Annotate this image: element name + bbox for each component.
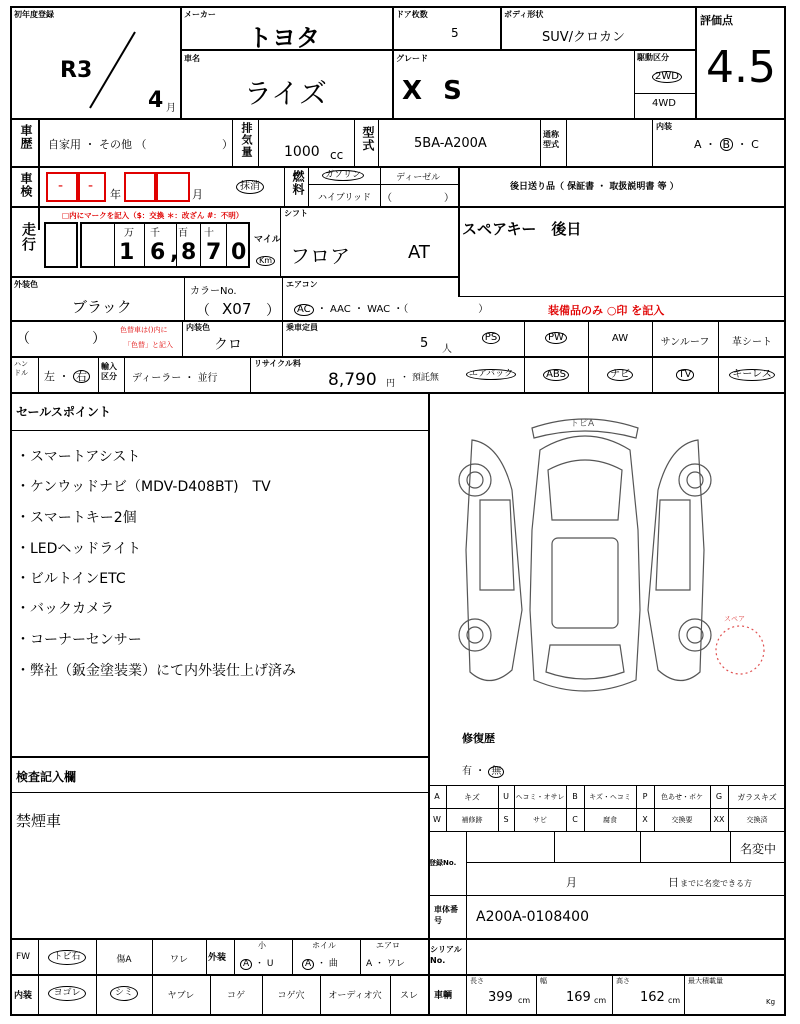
mileage-man-unit: 万 <box>124 228 134 239</box>
height-unit: cm <box>668 996 681 1005</box>
equip-tv: TV <box>652 369 718 381</box>
fuel-paren-open: （ <box>382 193 392 204</box>
doors-value: 5 <box>451 26 459 40</box>
int-tear: ヤブレ <box>167 991 195 1001</box>
inspection-label: 車検 <box>19 172 33 198</box>
chassis-value: A200A-0108400 <box>476 909 589 925</box>
color-change-close: ） <box>92 331 106 347</box>
common-type-label: 通称型式 <box>543 130 559 149</box>
color-no-close: ） <box>266 303 280 319</box>
legend-desc: ヘコミ・オサレ <box>515 793 565 801</box>
mileage-digit-4: 7 <box>206 240 222 265</box>
type-label: 型式 <box>361 126 375 152</box>
fuel-gasoline: ガソリン <box>322 170 364 181</box>
load-label: 最大積載量 <box>688 977 723 985</box>
length-label: 長さ <box>470 977 484 985</box>
dims-label: 車輌 <box>434 991 453 1001</box>
equip-abs: ABS <box>524 369 588 381</box>
mileage-label: 走行 <box>20 222 36 252</box>
inspection-notes-text: 禁煙車 <box>16 812 62 830</box>
int-row-label: 内装 <box>14 991 33 1001</box>
capacity-value: 5 <box>420 336 429 351</box>
displacement-label: 排気量 <box>240 122 253 158</box>
sales-point: ・スマートアシスト <box>16 449 141 465</box>
first-reg-month: 4 <box>148 88 164 113</box>
color-no-label: カラーNo. <box>190 286 237 297</box>
handle-value: 左 ・ 右 <box>44 368 90 384</box>
legend-code: U <box>503 792 509 801</box>
color-change-note-2: 「色替」と記入 <box>124 341 173 349</box>
legend-desc: 補修跡 <box>461 816 483 824</box>
doors-label: ドア枚数 <box>396 10 428 19</box>
legend-code: C <box>572 815 578 824</box>
insp-year-unit: 年 <box>110 188 121 201</box>
exterior-label: 外装色 <box>14 280 38 289</box>
int-audio-hole: オーディオ穴 <box>328 991 382 1001</box>
aircon-value: AC ・ AAC ・ WAC ・（ ） <box>294 300 488 316</box>
int-stain: シミ <box>96 986 152 1001</box>
history-close: ） <box>222 138 233 151</box>
legend-desc: キズ <box>464 793 480 802</box>
width-value: 169 <box>566 990 591 1005</box>
fw-chip: トビ石 <box>38 950 96 965</box>
model-value: ライズ <box>244 77 327 110</box>
int-burn-hole: コゲ穴 <box>277 991 305 1001</box>
expired-circle: 抹消 <box>236 180 264 194</box>
width-label: 幅 <box>540 977 547 985</box>
reg-deadline: までに名変できる方 <box>680 879 752 888</box>
body-label: ボディ形状 <box>504 10 544 19</box>
import-value: ディーラー ・ 並行 <box>132 373 218 384</box>
interior-grade: A ・ B ・ C <box>694 138 759 151</box>
legend-desc: 腐食 <box>603 816 617 824</box>
int-rub: スレ <box>399 991 418 1001</box>
sales-point: ・弊社（鈑金塗装業）にて内外装仕上げ済み <box>16 663 296 679</box>
maker-value: トヨタ <box>248 24 320 52</box>
fw-scratch: 傷A <box>116 955 132 965</box>
fuel-diesel: ディーゼル <box>396 173 441 183</box>
color-change-note-1: 色替車は()内に <box>120 326 168 334</box>
capacity-unit: 人 <box>442 344 452 355</box>
capacity-label: 乗車定員 <box>286 323 318 332</box>
grade-label: グレード <box>396 54 428 63</box>
diagram-top-label: トビA <box>570 419 595 429</box>
equipment-note: 装備品のみ ○印 を記入 <box>548 304 665 317</box>
displacement-unit: cc <box>330 148 344 162</box>
height-value: 162 <box>640 990 665 1005</box>
color-change-open: （ <box>16 331 30 347</box>
mileage-hyaku-unit: 百 <box>178 228 188 239</box>
small-value: A ・ U <box>240 956 273 970</box>
ext-label: 外装 <box>208 953 227 963</box>
car-damage-diagram <box>440 410 770 710</box>
equip-navi: ナビ <box>588 369 652 381</box>
length-unit: cm <box>518 996 531 1005</box>
color-no-value: X07 <box>222 300 252 318</box>
shift-type: フロア <box>290 244 350 268</box>
recycle-yen: 円 <box>386 379 396 389</box>
later-docs: 後日送り品（ 保証書 ・ 取扱説明書 等 ） <box>510 182 679 192</box>
sales-points-label: セールスポイント <box>16 405 111 419</box>
first-reg-label: 初年度登録 <box>14 10 54 19</box>
insp-month-unit: 月 <box>192 188 203 201</box>
mileage-sen-unit: 千 <box>150 228 160 239</box>
sales-point: ・ビルトインETC <box>16 571 126 587</box>
history-value: 自家用 ・ その他 （ <box>48 138 147 151</box>
legend-code: B <box>572 792 578 801</box>
exterior-color: ブラック <box>72 298 132 316</box>
equip-leather: 革シート <box>732 337 772 348</box>
reg-month: 月 <box>566 876 577 889</box>
sales-point: ・スマートキー2個 <box>16 510 137 526</box>
drive-2wd: 2WD <box>652 71 682 83</box>
legend-code: W <box>433 815 441 824</box>
repair-label: 修復歴 <box>462 732 495 745</box>
wheel-value: A ・ 曲 <box>302 956 338 970</box>
legend-code: X <box>642 815 648 824</box>
legend-desc: 色あせ・ボケ <box>661 793 703 801</box>
interior-label: 内装 <box>656 122 672 131</box>
mileage-digit-2: 6 <box>150 240 166 265</box>
equip-aw: AW <box>611 333 629 344</box>
shift-trans: AT <box>408 242 430 263</box>
legend-code: A <box>434 792 440 801</box>
interior-color-label: 内装色 <box>186 323 210 332</box>
serial-label: シリアルNo. <box>430 945 462 965</box>
first-reg-era: R3 <box>60 58 93 83</box>
sales-point: ・コーナーセンサー <box>16 632 142 648</box>
fw-label: FW <box>16 952 31 962</box>
wheel-label: ホイル <box>312 941 336 950</box>
legend-desc: キズ・ヘコミ <box>589 793 631 801</box>
type-value: 5BA-A200A <box>414 136 487 151</box>
equip-ps: PS <box>458 332 524 344</box>
load-unit: Kg <box>766 998 776 1006</box>
fw-crack: ワレ <box>169 955 188 965</box>
month-unit: 月 <box>166 103 176 114</box>
repair-value: 有 ・ 無 <box>462 762 504 778</box>
registration-label: 登録No. <box>429 859 457 867</box>
sales-point: ・LEDヘッドライト <box>16 541 142 557</box>
legend-code: G <box>715 792 723 801</box>
shift-label: シフト <box>284 209 308 218</box>
fuel-hybrid: ハイブリッド <box>318 193 372 203</box>
reg-day: 日 <box>668 876 679 889</box>
int-dirt: ヨゴレ <box>38 986 96 1001</box>
diagram-spare-label: スペア <box>724 615 745 623</box>
recycle-label: リサイクル料 <box>254 359 301 368</box>
legend-desc: サビ <box>533 816 547 824</box>
mileage-comma: , <box>170 240 179 265</box>
insp-dash-2: - <box>88 178 94 194</box>
body-value: SUV/クロカン <box>542 30 626 45</box>
mileage-digit-5: 0 <box>231 240 247 265</box>
equip-sunroof: サンルーフ <box>660 337 710 348</box>
inspection-notes-label: 検査記入欄 <box>16 770 77 784</box>
legend-code: S <box>503 815 509 824</box>
score-value: 4.5 <box>706 42 776 93</box>
chassis-label: 車体番号 <box>434 905 458 925</box>
legend-desc: 交換要 <box>671 816 693 824</box>
legend-code: P <box>642 792 648 801</box>
fuel-paren-close: ） <box>444 193 454 204</box>
length-value: 399 <box>488 990 513 1005</box>
mileage-km: Km <box>256 256 275 266</box>
int-burn: コゲ <box>226 991 245 1001</box>
sales-point: ・ケンウッドナビ（MDV-D408BT) TV <box>16 479 271 495</box>
spare-key-note: スペアキー 後日 <box>462 220 582 238</box>
aircon-label: エアコン <box>286 280 318 289</box>
mileage-digit-3: 8 <box>181 240 197 265</box>
import-label: 輸入区分 <box>101 362 117 381</box>
legend-desc: ガラスキズ <box>737 793 777 802</box>
legend-desc: 交換済 <box>746 816 768 824</box>
fuel-label: 燃料 <box>291 170 305 196</box>
recycle-value: 8,790 <box>328 370 377 390</box>
maker-label: メーカー <box>184 10 216 19</box>
grade-value: X S <box>402 76 468 106</box>
aero-value: A ・ ワレ <box>366 959 405 969</box>
slash-divider <box>85 30 140 110</box>
width-unit: cm <box>594 996 607 1005</box>
recycle-deposit: ・ 預託無 <box>400 373 439 383</box>
equip-keyless: キーレス <box>718 369 786 381</box>
small-label: 小 <box>258 941 266 950</box>
color-no-open: （ <box>196 303 210 319</box>
drive-label: 駆動区分 <box>637 53 669 62</box>
sales-point: ・バックカメラ <box>16 601 114 617</box>
mileage-mile: マイル <box>254 235 281 245</box>
aero-label: エアロ <box>376 941 400 950</box>
height-label: 高さ <box>616 977 630 985</box>
score-label: 評価点 <box>700 14 733 27</box>
name-change: 名変中 <box>740 842 777 856</box>
mileage-juu-unit: 十 <box>204 228 214 239</box>
model-label: 車名 <box>184 54 200 63</box>
legend-code: XX <box>713 815 725 824</box>
mileage-digit-1: 1 <box>119 240 135 265</box>
equip-airbag: エアバック <box>458 369 524 380</box>
displacement-value: 1000 <box>284 144 320 160</box>
handle-label: ハンドル <box>14 360 28 377</box>
equip-pw: PW <box>524 332 588 344</box>
interior-color: クロ <box>214 337 242 353</box>
mileage-note: □内にマークを記入（$：交換 ＊：改ざん #：不明） <box>62 211 244 220</box>
drive-4wd: 4WD <box>652 98 676 109</box>
history-label: 車歴 <box>19 124 33 150</box>
insp-dash-1: - <box>58 178 64 194</box>
